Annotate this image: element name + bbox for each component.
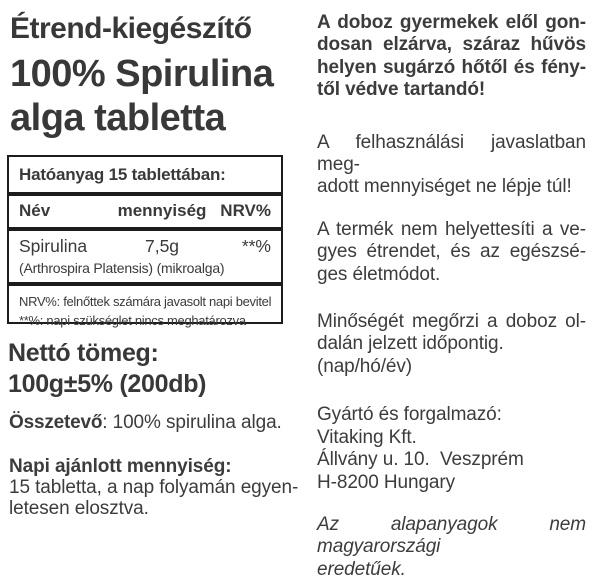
dosage-warning (317, 132, 586, 199)
origin-note (317, 514, 586, 581)
text-line: (nap/hó/év) (317, 355, 413, 377)
text-line: gyes étrendet, és az egészsé- (317, 241, 586, 263)
daily-need-note: **%: napi szükséglet nincs meghatározva (19, 312, 246, 328)
nrv-note: NRV%: felnőttek számára javasolt napi bevitel (19, 294, 272, 309)
column-header-nrv: NRV% (220, 201, 271, 220)
ingredient-amount: 7,5g (144, 236, 180, 256)
table-row (9, 231, 281, 286)
product-title-line: 100% Spirulina (10, 53, 274, 95)
daily-dose-text-line: letesen elosztva. (9, 498, 149, 519)
text-line: eredetűek. (317, 558, 406, 580)
text-line: Az alapanyagok nem magyarországi (317, 513, 586, 558)
text-line: A felhasználási javaslatban meg- (317, 131, 586, 176)
text-line: dosan elzárva, száraz hűvös (317, 34, 586, 56)
daily-dose-text-line: 15 tabletta, a nap folyamán egyen- (9, 477, 299, 498)
storage-warning (317, 12, 586, 102)
product-title-line: alga tabletta (10, 97, 226, 139)
manufacturer-name: Vitaking Kft. (317, 426, 417, 448)
product-title-line: Étrend-kiegészítő (10, 12, 252, 45)
supplement-facts-table (7, 155, 283, 328)
product-title (10, 6, 273, 140)
manufacturer-country: H-8200 Hungary (317, 471, 456, 493)
column-header-name: Név (19, 201, 51, 220)
net-weight-label: Nettó tömeg: (8, 339, 159, 367)
ingredients-line (9, 412, 282, 434)
right-column (317, 12, 586, 581)
ingredients-label: Összetevő (9, 412, 103, 433)
facts-table-notes (9, 286, 281, 330)
manufacturer-info (317, 404, 586, 494)
text-line: A doboz gyermekek elől gon- (317, 12, 586, 33)
ingredient-nrv: **% (241, 236, 271, 256)
daily-dose (9, 456, 299, 519)
facts-table-title: Hatóanyag 15 tablettában: (9, 157, 281, 196)
text-line: adott mennyiséget ne lépje túl! (317, 176, 572, 198)
text-line: től védve tartandó! (317, 79, 486, 101)
ingredient-name: Spirulina (19, 236, 88, 256)
text-line: dalán jelzett időpontig. (317, 333, 504, 355)
text-line: Minőségét megőrzi a doboz ol- (317, 311, 586, 333)
net-weight-value: 100g±5% (200db) (8, 370, 207, 398)
manufacturer-heading: Gyártó és forgalmazó: (317, 404, 502, 426)
ingredients-text: : 100% spirulina alga. (102, 412, 282, 433)
expiry-notice (317, 311, 586, 378)
ingredient-latin-name: (Arthrospira Platensis) (mikroalga) (19, 260, 225, 276)
facts-table-header (9, 196, 281, 231)
daily-dose-heading: Napi ajánlott mennyiség: (9, 456, 232, 477)
text-line: helyen sugárzó hőtől és fény- (317, 56, 586, 78)
text-line: ges életmódot. (317, 263, 441, 285)
diet-notice (317, 219, 586, 286)
net-weight (8, 338, 206, 400)
text-line: A termék nem helyettesíti a ve- (317, 218, 586, 240)
manufacturer-address: Állvány u. 10. Veszprém (317, 449, 524, 471)
column-header-amount: mennyiség (117, 201, 207, 220)
